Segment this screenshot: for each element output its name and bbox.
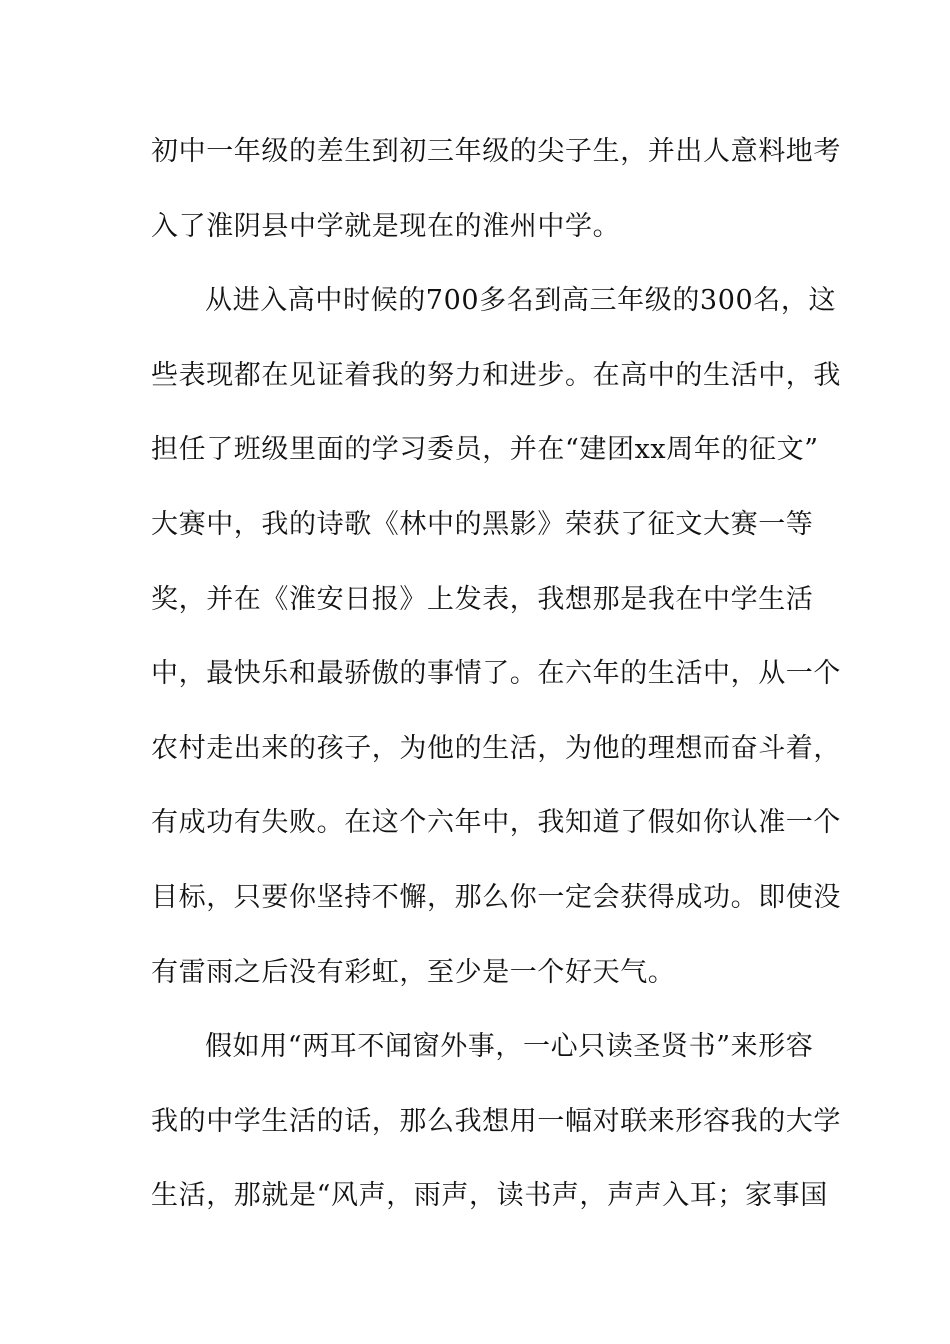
text-line: 有成功有失败。在这个六年中，我知道了假如你认准一个 [151, 807, 841, 839]
text-line: 生活，那就是“风声，雨声，读书声，声声入耳；家事国 [151, 1180, 828, 1212]
text-line: 入了淮阴县中学就是现在的淮州中学。 [151, 210, 621, 242]
text-line: 我的中学生活的话，那么我想用一幅对联来形容我的大学 [151, 1105, 841, 1137]
paragraph-start-line: 假如用“两耳不闻窗外事，一心只读圣贤书”来形容 [205, 1031, 814, 1063]
text-line: 初中一年级的差生到初三年级的尖子生，并出人意料地考 [151, 136, 841, 167]
text-line: 有雷雨之后没有彩虹，至少是一个好天气。 [151, 956, 676, 988]
text-line: 目标，只要你坚持不懈，那么你一定会获得成功。即使没 [151, 881, 841, 913]
document-body [151, 127, 841, 1246]
text-line: 农村走出来的孩子，为他的生活，为他的理想而奋斗着， [151, 732, 841, 764]
text-line: 些表现都在见证着我的努力和进步。在高中的生活中，我 [151, 359, 841, 391]
paragraph-start-line: 从进入高中时候的700多名到高三年级的300名，这 [205, 285, 837, 317]
text-line: 大赛中，我的诗歌《林中的黑影》荣获了征文大赛一等 [151, 508, 814, 540]
text-line: 中，最快乐和最骄傲的事情了。在六年的生活中，从一个 [151, 658, 841, 690]
text-line: 奖，并在《淮安日报》上发表，我想那是我在中学生活 [151, 583, 814, 615]
text-line: 担任了班级里面的学习委员，并在“建团xx周年的征文” [151, 434, 819, 466]
